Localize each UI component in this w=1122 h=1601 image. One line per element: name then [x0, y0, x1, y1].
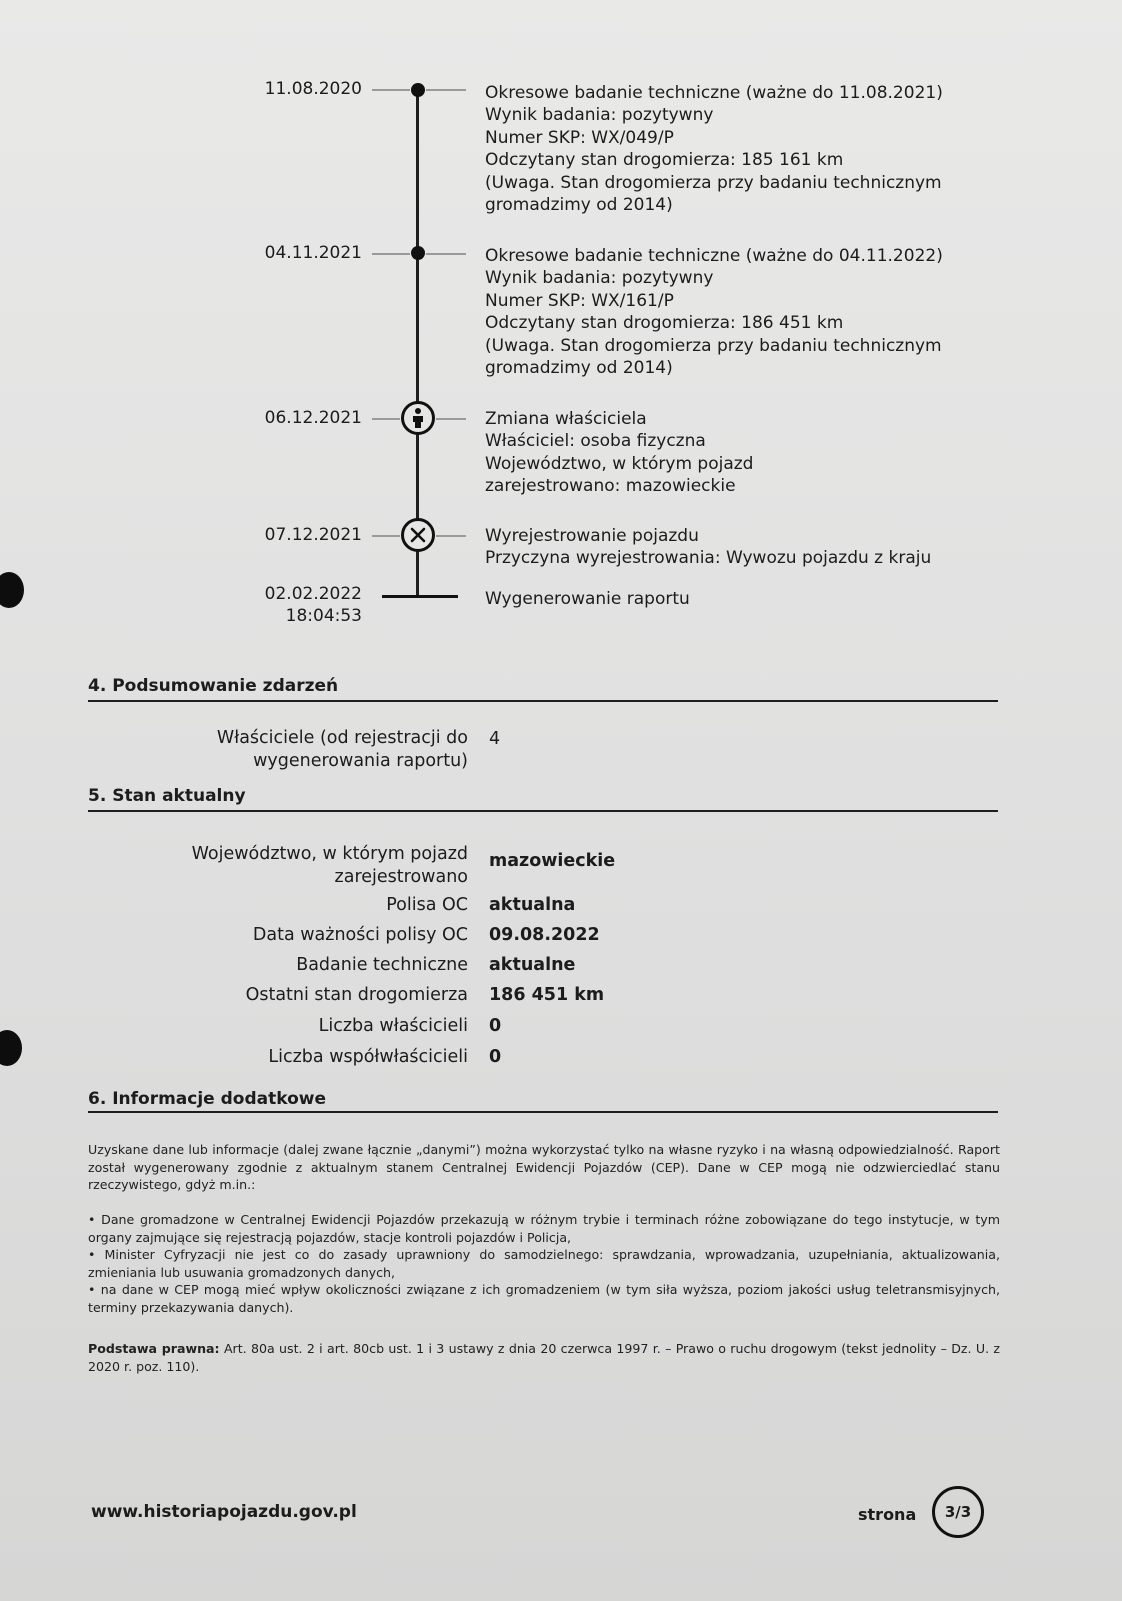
- timeline-end-bar: [382, 595, 458, 598]
- event-line: gromadzimy od 2014): [485, 358, 673, 379]
- connector: [436, 535, 466, 537]
- connector: [372, 89, 410, 91]
- oc-expiry-label: Data ważności polisy OC: [252, 925, 468, 945]
- voivodeship-label: [192, 843, 468, 888]
- co-owners-count-label: Liczba współwłaścicieli: [268, 1047, 468, 1067]
- event-dot: [411, 83, 425, 97]
- section-title: 6. Informacje dodatkowe: [88, 1089, 327, 1109]
- event-line: Odczytany stan drogomierza: 185 161 km: [485, 150, 844, 171]
- label-line: zarejestrowano: [334, 866, 468, 887]
- footer-website-link[interactable]: www.historiapojazdu.gov.pl: [91, 1502, 357, 1522]
- oc-policy-label: Polisa OC: [386, 895, 468, 915]
- event-description: [485, 408, 753, 498]
- disclaimer-bullets: [88, 1211, 1000, 1317]
- legal-label: Podstawa prawna:: [88, 1341, 220, 1356]
- odometer-label: Ostatni stan drogomierza: [245, 985, 468, 1005]
- section-divider: [88, 810, 998, 812]
- co-owners-count-value: 0: [489, 1047, 502, 1067]
- disclaimer-intro: [88, 1141, 1000, 1194]
- person-icon: [401, 401, 435, 435]
- label-line: Właściciele (od rejestracji do: [216, 728, 468, 748]
- owners-label: [217, 727, 468, 772]
- event-time: 18:04:53: [285, 606, 362, 626]
- owners-value: 4: [489, 729, 501, 749]
- oc-policy-value: aktualna: [489, 895, 576, 915]
- connector: [426, 89, 466, 91]
- connector: [436, 418, 466, 420]
- cross-icon: [401, 518, 435, 552]
- connector: [372, 253, 410, 255]
- event-date: 02.02.2022: [264, 584, 362, 604]
- inspection-label: Badanie techniczne: [296, 955, 468, 975]
- event-line: Właściciel: osoba fizyczna: [485, 431, 706, 452]
- event-date: 06.12.2021: [264, 408, 362, 428]
- page-label: strona: [858, 1505, 917, 1524]
- inspection-value: aktualne: [489, 955, 576, 975]
- event-line: Województwo, w którym pojazd: [485, 453, 754, 474]
- event-line: Wynik badania: pozytywny: [485, 105, 714, 126]
- oc-expiry-value: 09.08.2022: [489, 925, 600, 945]
- section-divider: [88, 700, 998, 702]
- event-description: [485, 588, 690, 610]
- event-line: Okresowe badanie techniczne (ważne do 11.08.2021): [485, 83, 943, 103]
- section-title: 5. Stan aktualny: [88, 786, 246, 806]
- legal-basis: [88, 1340, 1000, 1375]
- event-date: 07.12.2021: [264, 525, 362, 545]
- section-title: 4. Podsumowanie zdarzeń: [88, 676, 339, 696]
- section-divider: [88, 1111, 998, 1113]
- event-line: Numer SKP: WX/161/P: [485, 290, 674, 311]
- event-line: Przyczyna wyrejestrowania: Wywozu pojazdu z kraju: [485, 548, 932, 569]
- event-line: Wynik badania: pozytywny: [485, 268, 714, 289]
- punch-hole-bottom: [0, 1030, 22, 1066]
- disclaimer-text: Uzyskane dane lub informacje (dalej zwane łącznie „danymi”) można wykorzystać tylko na własne ryzyko i na własną odpowiedzialność. Raport został wygenerowany zgodnie z aktualnym stanem Centralnej Ewidencji Pojazdów (CEP). Dane w CEP mogą nie odzwierciedlać stanu rzeczywistego, gdyż m.in.:: [88, 1142, 1000, 1193]
- connector: [372, 535, 400, 537]
- bullet-item: • Dane gromadzone w Centralnej Ewidencji Pojazdów przekazują w różnym trybie i terminach różne zobowiązane do tego instytucje, w tym organy zajmujące się rejestracją pojazdów, stacje kontroli pojazdów i Policja,: [88, 1212, 1000, 1245]
- event-dot: [411, 246, 425, 260]
- event-line: (Uwaga. Stan drogomierza przy badaniu technicznym: [485, 335, 942, 356]
- owners-count-value: 0: [489, 1016, 502, 1036]
- bullet-item: • na dane w CEP mogą mieć wpływ okoliczności związane z ich gromadzeniem (w tym siła wyższa, poziom jakości usług teletransmisyjnych, terminy przekazywania danych).: [88, 1282, 1000, 1315]
- event-description: [485, 245, 943, 379]
- voivodeship-value: mazowieckie: [489, 851, 616, 871]
- label-line: Województwo, w którym pojazd: [191, 844, 468, 864]
- event-line: gromadzimy od 2014): [485, 195, 673, 216]
- bullet-item: • Minister Cyfryzacji nie jest co do zasady uprawniony do samodzielnego: sprawdzania, wprowadzania, uzupełniania, aktualizowania, zmieniania lub usuwania gromadzonych danych,: [88, 1247, 1000, 1280]
- event-line: Wyrejestrowanie pojazdu: [485, 526, 699, 546]
- punch-hole-top: [0, 572, 24, 608]
- event-description: [485, 525, 931, 570]
- odometer-value: 186 451 km: [489, 985, 605, 1005]
- connector: [426, 253, 466, 255]
- owners-count-label: Liczba właścicieli: [318, 1016, 468, 1036]
- event-line: zarejestrowano: mazowieckie: [485, 476, 736, 497]
- event-line: (Uwaga. Stan drogomierza przy badaniu technicznym: [485, 172, 942, 193]
- page-number: 3/3: [944, 1503, 972, 1521]
- event-description: [485, 82, 943, 216]
- event-line: Numer SKP: WX/049/P: [485, 127, 674, 148]
- event-date: 04.11.2021: [264, 243, 362, 263]
- event-line: Wygenerowanie raportu: [485, 589, 690, 609]
- event-date: 11.08.2020: [264, 79, 362, 99]
- event-line: Okresowe badanie techniczne (ważne do 04.11.2022): [485, 246, 943, 266]
- event-line: Odczytany stan drogomierza: 186 451 km: [485, 313, 844, 334]
- page-number-badge: [932, 1486, 984, 1538]
- connector: [372, 418, 400, 420]
- event-line: Zmiana właściciela: [485, 409, 647, 429]
- label-line: wygenerowania raportu): [253, 750, 468, 771]
- legal-text: Art. 80a ust. 2 i art. 80cb ust. 1 i 3 ustawy z dnia 20 czerwca 1997 r. – Prawo o ruchu drogowym (tekst jednolity – Dz. U. z 2020 r. poz. 110).: [88, 1341, 1000, 1374]
